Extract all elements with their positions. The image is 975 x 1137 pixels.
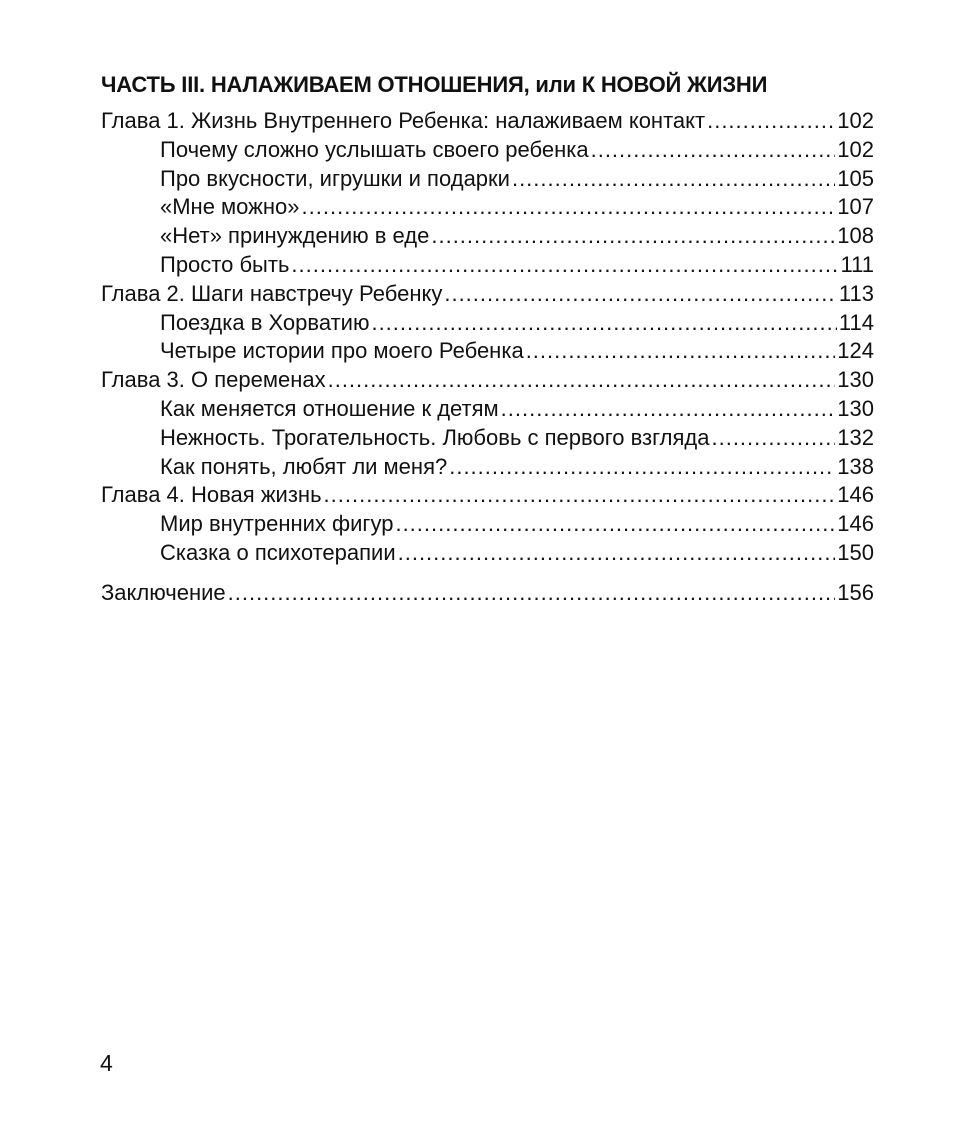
toc-entry-page: 156 — [837, 579, 874, 605]
dot-leader — [512, 165, 835, 194]
toc-entry-page: 150 — [837, 539, 874, 565]
dot-leader — [324, 481, 836, 510]
dot-leader — [501, 395, 836, 424]
dot-leader — [291, 251, 838, 280]
toc-entry-chapter-4 — [101, 481, 874, 510]
dot-leader — [526, 337, 836, 366]
dot-leader — [707, 107, 835, 136]
toc-entry-title: «Мне можно» — [160, 194, 300, 220]
toc-entry-chapter-1 — [101, 107, 874, 136]
dot-leader — [711, 424, 835, 453]
toc-entry — [101, 193, 874, 222]
toc-entry-page: 130 — [837, 395, 874, 421]
dot-leader — [444, 280, 837, 309]
toc-entry — [101, 337, 874, 366]
toc-entry — [101, 453, 874, 482]
toc-entry-title: Глава 3. О переменах — [101, 367, 326, 393]
toc-entry-title: Глава 2. Шаги навстречу Ребенку — [101, 280, 443, 306]
toc-entry — [101, 395, 874, 424]
dot-leader — [395, 510, 835, 539]
toc-entry-chapter-3 — [101, 366, 874, 395]
toc-entry — [101, 165, 874, 194]
toc-entry-title: Заключение — [101, 579, 226, 605]
toc-entry-title: Нежность. Трогательность. Любовь с первого взгляда — [160, 424, 710, 450]
toc-entry-title: Про вкусности, игрушки и подарки — [160, 165, 510, 191]
toc-entry-title: Как понять, любят ли меня? — [160, 453, 448, 479]
toc-entry-conclusion — [101, 579, 874, 608]
dot-leader — [449, 453, 835, 482]
toc-entry-title: «Нет» принуждению в еде — [160, 223, 430, 249]
dot-leader — [328, 366, 836, 395]
toc-entry-page: 102 — [837, 108, 874, 133]
toc-entry-page: 132 — [837, 424, 874, 450]
toc-entry-page: 102 — [837, 136, 874, 162]
toc-entry-page: 107 — [837, 194, 874, 220]
toc-entry-title: Почему сложно услышать своего ребенка — [160, 136, 589, 162]
toc-entry-page: 108 — [837, 223, 874, 249]
toc-entry-title: Четыре истории про моего Ребенка — [160, 338, 524, 364]
dot-leader — [398, 539, 836, 568]
dot-leader — [371, 309, 836, 338]
toc-entry — [101, 309, 874, 338]
part-title: ЧАСТЬ III. НАЛАЖИВАЕМ ОТНОШЕНИЯ, или К НОВОЙ ЖИЗНИ — [101, 72, 768, 97]
toc-entry-title: Мир внутренних фигур — [160, 511, 394, 537]
dot-leader — [302, 193, 836, 222]
toc-entry-chapter-2 — [101, 280, 874, 309]
toc-entry — [101, 136, 874, 165]
toc-entry-page: 111 — [840, 251, 874, 277]
toc-entry-page: 130 — [837, 367, 874, 393]
dot-leader — [431, 222, 835, 251]
toc-entry-title: Просто быть — [160, 251, 290, 277]
toc-entry-title: Глава 1. Жизнь Внутреннего Ребенка: налаживаем контакт — [101, 108, 706, 133]
toc-entry-title: Как меняется отношение к детям — [160, 395, 499, 421]
dot-leader — [591, 136, 836, 165]
toc-entry-page: 146 — [837, 482, 874, 508]
toc-entry-title: Сказка о психотерапии — [160, 539, 396, 565]
toc-entry-page: 146 — [837, 511, 874, 537]
dot-leader — [228, 579, 836, 608]
toc-entry-title: Поездка в Хорватию — [160, 309, 370, 335]
toc-entry — [101, 510, 874, 539]
toc-entry — [101, 424, 874, 453]
toc-entry-page: 124 — [837, 338, 874, 364]
table-of-contents — [101, 107, 874, 608]
toc-entry-page: 114 — [838, 309, 874, 335]
toc-entry — [101, 251, 874, 280]
toc-entry-title: Глава 4. Новая жизнь — [101, 482, 322, 508]
toc-entry-page: 138 — [837, 453, 874, 479]
toc-entry — [101, 222, 874, 251]
toc-entry-page: 113 — [838, 280, 874, 306]
page-number: 4 — [100, 1050, 113, 1076]
toc-entry-page: 105 — [837, 165, 874, 191]
toc-entry — [101, 539, 874, 568]
